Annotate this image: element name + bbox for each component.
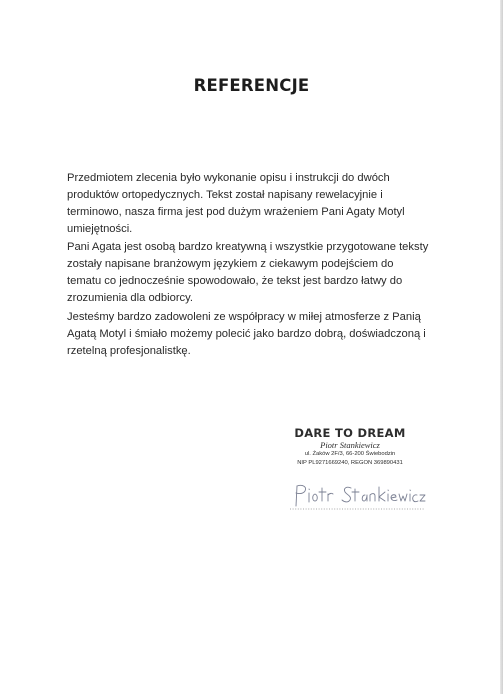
paragraph-line: Jesteśmy bardzo zadowoleni ze współpracy w miłej atmosferze z Panią bbox=[67, 311, 421, 323]
paragraph-2 bbox=[67, 239, 429, 307]
paragraph-line: umiejętności. bbox=[67, 223, 133, 235]
document-title: REFERENCJE bbox=[193, 76, 310, 95]
paragraph-line: terminowo, nasza firma jest pod dużym wrażeniem Pani Agaty Motyl bbox=[67, 206, 405, 218]
paragraph-line: produktów ortopedycznych. Tekst został napisany rewelacyjnie i bbox=[67, 189, 383, 201]
paragraph-3 bbox=[67, 309, 426, 360]
stamp-tax-ids: NIP PL9271669240, REGON 369890431 bbox=[297, 460, 403, 466]
paragraph-line: rzetelną profesjonalistkę. bbox=[67, 345, 191, 357]
paragraph-line: Przedmiotem zlecenia było wykonanie opisu i instrukcji do dwóch bbox=[67, 172, 390, 184]
stamp-address: ul. Żaków 2F/3, 66-200 Świebodzin bbox=[304, 451, 396, 457]
paragraph-line: tematu co jednocześnie spowodowało, że tekst jest bardzo łatwy do bbox=[67, 275, 403, 287]
paragraph-line: zostały napisane branżowym językiem z ciekawym podejściem do bbox=[67, 258, 394, 270]
paragraph-line: Agatą Motyl i śmiało możemy polecić jako bardzo dobrą, doświadczoną i bbox=[67, 328, 426, 340]
stamp-company-name: DARE TO DREAM bbox=[294, 426, 406, 440]
stamp-person-name: Piotr Stankiewicz bbox=[320, 440, 380, 450]
company-stamp bbox=[291, 426, 409, 468]
handwritten-signature bbox=[288, 476, 428, 512]
paragraph-line: Pani Agata jest osobą bardzo kreatywną i wszystkie przygotowane teksty bbox=[67, 241, 429, 253]
paragraph-line: zrozumienia dla odbiorcy. bbox=[67, 292, 194, 304]
paragraph-1 bbox=[67, 170, 417, 238]
